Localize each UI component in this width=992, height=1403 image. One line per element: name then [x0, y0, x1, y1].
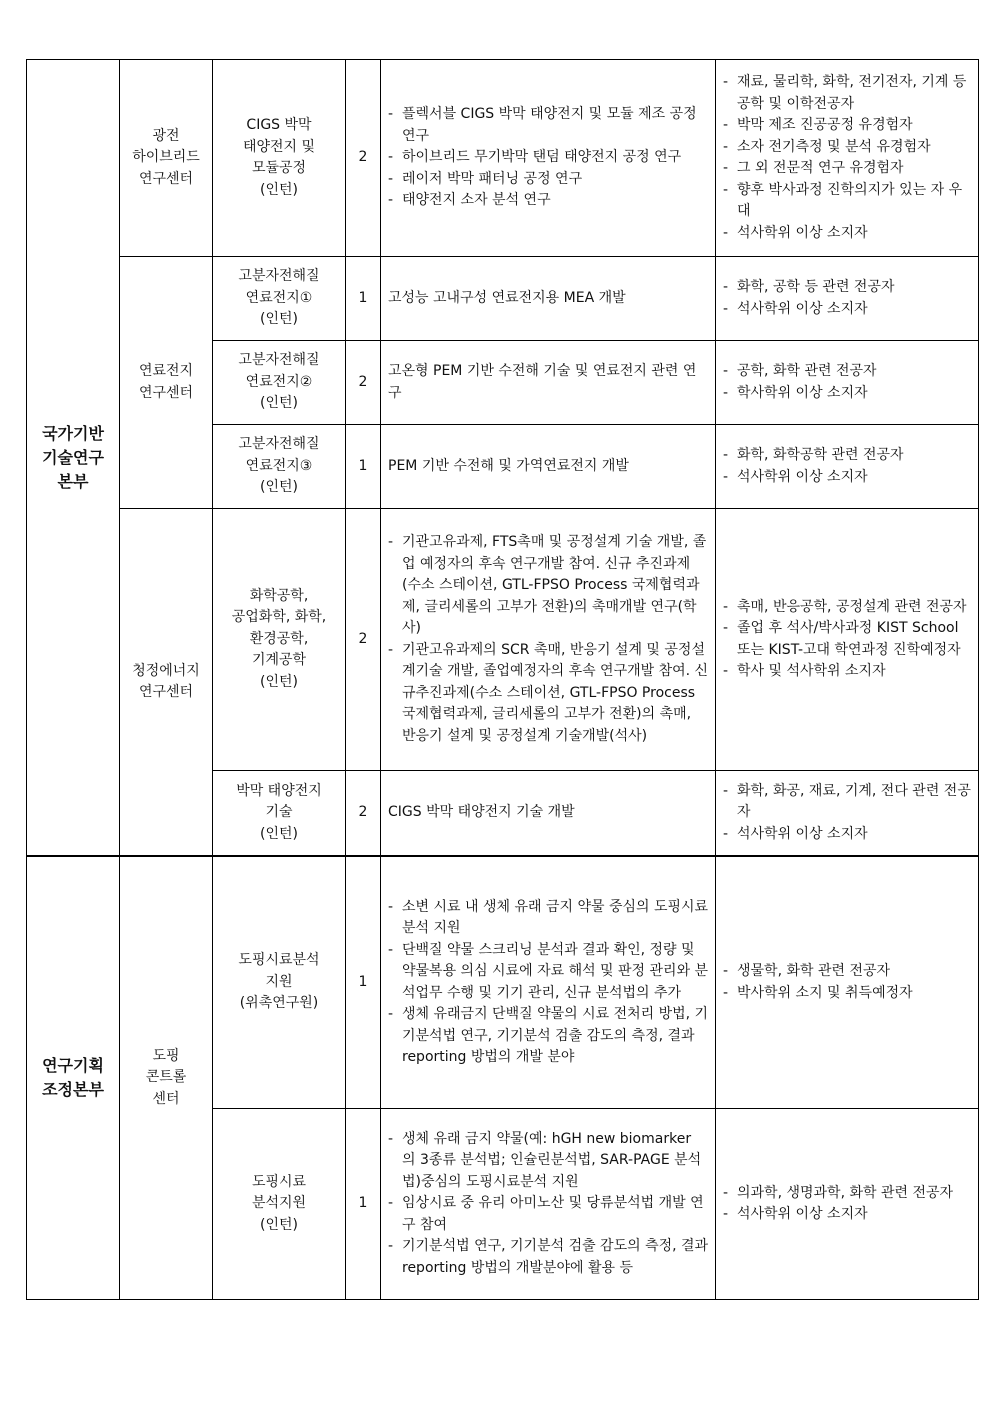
duty-item: - 기기분석법 연구, 기기분석 검출 감도의 측정, 결과 reporting 방법의 개발분야에 활용 등 [388, 1236, 709, 1279]
qualification-item: - 공학, 화학 관련 전공자 [723, 361, 972, 383]
duty-item: - 생체 유래 금지 약물(예: hGH new biomarker 의 3종류 분석법; 인슐린분석법, SAR-PAGE 분석법)중심의 도핑시료분석 지원 [388, 1129, 709, 1194]
qualifications-cell [716, 1109, 979, 1300]
position-cell: 도핑시료분석 지원 (위촉연구원) [213, 857, 346, 1109]
count-cell: 1 [346, 1109, 381, 1300]
position-cell: 도핑시료 분석지원 (인턴) [213, 1109, 346, 1300]
duty-item: - 기관고유과제, FTS촉매 및 공정설계 기술 개발, 졸업 예정자의 후속 연구개발 참여. 신규 추진과제(수소 스테이션, GTL-FPSO Process 국제협력과제, 글리세롤의 고부가 전환)의 촉매개발 연구(학사) [388, 532, 709, 640]
qualification-item: - 학사 및 석사학위 소지자 [723, 661, 972, 683]
table-row [27, 857, 979, 1109]
qualification-item: - 박사학위 소지 및 취득예정자 [723, 983, 972, 1005]
division-cell: 국가기반 기술연구 본부 [27, 60, 120, 856]
duty-item: - 하이브리드 무기박막 탠덤 태양전지 공정 연구 [388, 147, 709, 169]
position-cell: 고분자전해질 연료전지③ (인턴) [213, 425, 346, 509]
position-cell: 고분자전해질 연료전지① (인턴) [213, 257, 346, 341]
table-row [27, 509, 979, 771]
center-cell: 광전 하이브리드 연구센터 [120, 60, 213, 257]
duty-item: - 기관고유과제의 SCR 촉매, 반응기 설계 및 공정설계기술 개발, 졸업예정자의 후속 연구개발 참여. 신규추진과제(수소 스테이션, GTL-FPSO Process 국제협력과제, 글리세롤의 고부가 전환)의 촉매, 반응기 설계 및 공정설계 기술개발(석사) [388, 640, 709, 748]
duty-item: - 생체 유래금지 단백질 약물의 시료 전처리 방법, 기기분석법 연구, 기기분석 검출 감도의 측정, 결과 reporting 방법의 개발 분야 [388, 1004, 709, 1069]
position-cell: CIGS 박막 태양전지 및 모듈공정 (인턴) [213, 60, 346, 257]
table-row [27, 257, 979, 341]
qualification-item: - 생물학, 화학 관련 전공자 [723, 961, 972, 983]
duty-item: - 플렉서블 CIGS 박막 태양전지 및 모듈 제조 공정 연구 [388, 104, 709, 147]
qualification-item: - 화학, 공학 등 관련 전공자 [723, 277, 972, 299]
qualifications-cell [716, 857, 979, 1109]
duties-cell [381, 1109, 716, 1300]
qualification-item: - 재료, 물리학, 화학, 전기전자, 기계 등 공학 및 이학전공자 [723, 72, 972, 115]
duty-item: - 단백질 약물 스크리닝 분석과 결과 확인, 정량 및 약물복용 의심 시료에 자료 해석 및 판정 관리와 분석업무 수행 및 기기 관리, 신규 분석법의 추가 [388, 940, 709, 1005]
count-cell: 2 [346, 771, 381, 856]
qualifications-cell [716, 257, 979, 341]
duty-item: - 태양전지 소자 분석 연구 [388, 190, 709, 212]
count-cell: 2 [346, 509, 381, 771]
position-cell: 화학공학, 공업화학, 화학, 환경공학, 기계공학 (인턴) [213, 509, 346, 771]
count-cell: 1 [346, 257, 381, 341]
qualification-item: - 석사학위 이상 소지자 [723, 1204, 972, 1226]
position-cell: 고분자전해질 연료전지② (인턴) [213, 341, 346, 425]
center-cell: 연료전지 연구센터 [120, 257, 213, 509]
count-cell: 1 [346, 857, 381, 1109]
qualification-item: - 향후 박사과정 진학의지가 있는 자 우대 [723, 180, 972, 223]
recruitment-table-1 [26, 59, 979, 856]
duties-cell [381, 60, 716, 257]
qualification-item: - 석사학위 이상 소지자 [723, 223, 972, 245]
duties-cell: 고성능 고내구성 연료전지용 MEA 개발 [381, 257, 716, 341]
qualification-item: - 화학, 화공, 재료, 기계, 전다 관련 전공자 [723, 781, 972, 824]
qualifications-cell [716, 509, 979, 771]
qualifications-cell [716, 771, 979, 856]
center-cell: 청정에너지 연구센터 [120, 509, 213, 856]
qualification-item: - 화학, 화학공학 관련 전공자 [723, 445, 972, 467]
qualification-item: - 학사학위 이상 소지자 [723, 383, 972, 405]
duty-item: - 임상시료 중 유리 아미노산 및 당류분석법 개발 연구 참여 [388, 1193, 709, 1236]
qualification-item: - 그 외 전문적 연구 유경험자 [723, 158, 972, 180]
qualification-item: - 석사학위 이상 소지자 [723, 299, 972, 321]
count-cell: 2 [346, 341, 381, 425]
table-row [27, 60, 979, 257]
count-cell: 1 [346, 425, 381, 509]
duties-cell [381, 509, 716, 771]
qualification-item: - 소자 전기측정 및 분석 유경험자 [723, 137, 972, 159]
qualifications-cell [716, 341, 979, 425]
duty-item: - 소변 시료 내 생체 유래 금지 약물 중심의 도핑시료분석 지원 [388, 897, 709, 940]
qualification-item: - 의과학, 생명과학, 화학 관련 전공자 [723, 1183, 972, 1205]
qualifications-cell [716, 60, 979, 257]
duties-cell: PEM 기반 수전해 및 가역연료전지 개발 [381, 425, 716, 509]
recruitment-table-2 [26, 856, 979, 1300]
qualification-item: - 석사학위 이상 소지자 [723, 467, 972, 489]
duty-item: - 레이저 박막 패터닝 공정 연구 [388, 169, 709, 191]
qualification-item: - 박막 제조 진공공정 유경험자 [723, 115, 972, 137]
position-cell: 박막 태양전지 기술 (인턴) [213, 771, 346, 856]
qualification-item: - 촉매, 반응공학, 공정설계 관련 전공자 [723, 597, 972, 619]
qualifications-cell [716, 425, 979, 509]
qualification-item: - 석사학위 이상 소지자 [723, 824, 972, 846]
division-cell: 연구기획 조정본부 [27, 857, 120, 1300]
duties-cell: CIGS 박막 태양전지 기술 개발 [381, 771, 716, 856]
duties-cell: 고온형 PEM 기반 수전해 기술 및 연료전지 관련 연구 [381, 341, 716, 425]
center-cell: 도핑 콘트롤 센터 [120, 857, 213, 1300]
duties-cell [381, 857, 716, 1109]
qualification-item: - 졸업 후 석사/박사과정 KIST School 또는 KIST-고대 학연과정 진학예정자 [723, 618, 972, 661]
count-cell: 2 [346, 60, 381, 257]
